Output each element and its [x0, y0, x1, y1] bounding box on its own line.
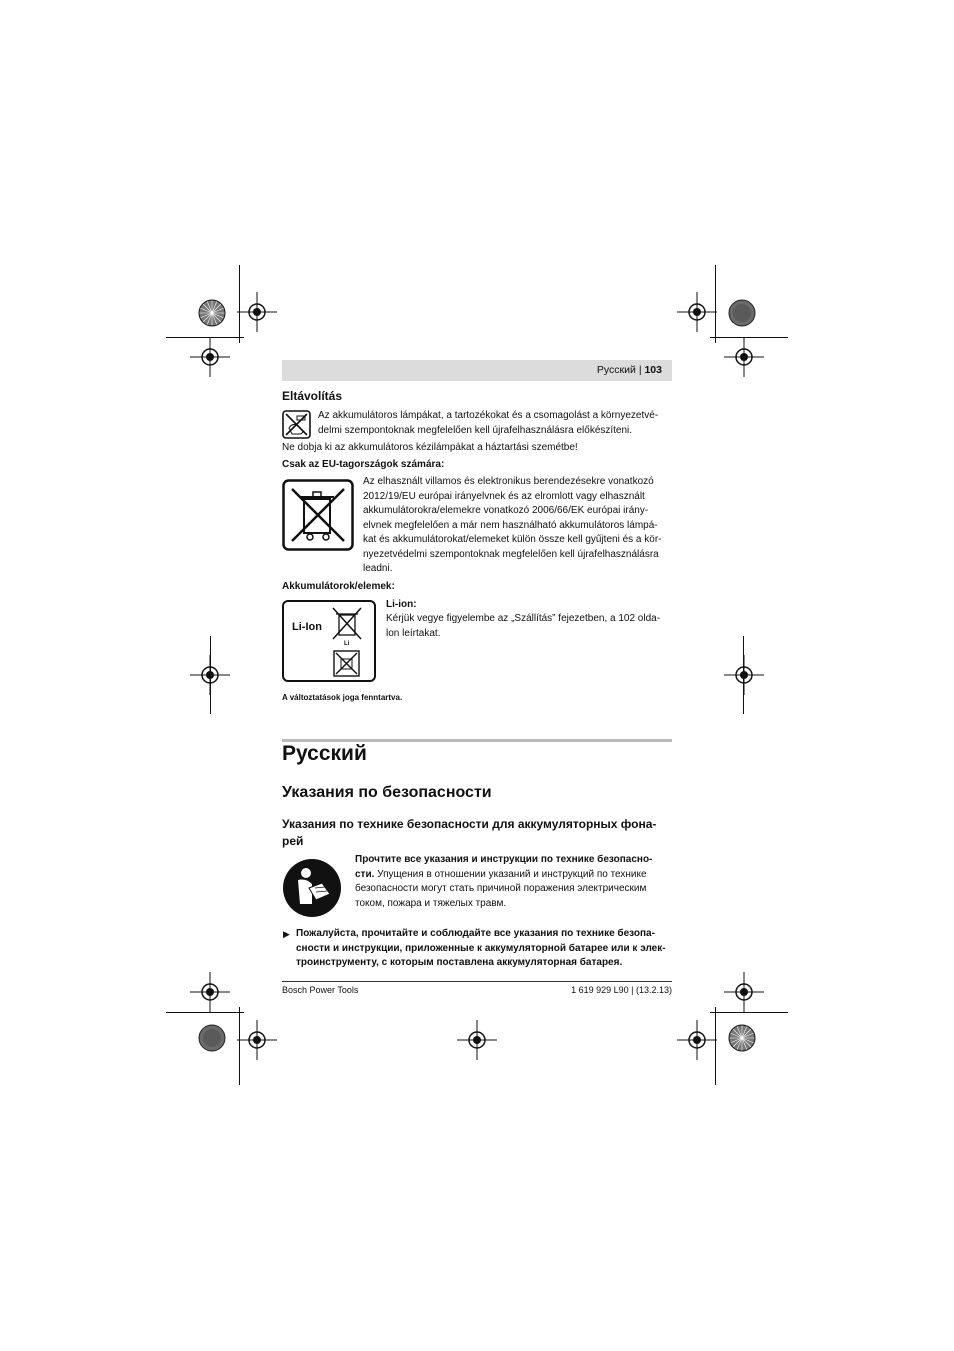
registration-mark-icon — [677, 292, 717, 332]
subsection-title-line: Указания по технике безопасности для аккумуляторных фона- — [282, 817, 657, 831]
eu-line: akkumulátorokra/elemekre vonatkozó 2006/66/EK európai irány- — [363, 505, 649, 516]
eu-heading: Csak az EU-tagországok számára: — [282, 459, 445, 470]
liion-heading: Li-ion: — [386, 599, 417, 610]
household-warning: Ne dobja ki az akkumulátoros kézilámpákat a háztartási szemétbe! — [282, 442, 578, 453]
eu-line: elvnek megfelelően a már nem használható akkumulátoros lámpá- — [363, 519, 658, 531]
bullet-line: сности и инструкции, приложенные к аккумуляторной батарее или к элек- — [296, 942, 666, 954]
read-line — [355, 868, 675, 883]
li-small-label: Li — [344, 641, 350, 647]
registration-mark-icon — [724, 337, 764, 377]
bullet-line: троинструменту, с которым поставлена аккумуляторная батарея. — [296, 957, 623, 968]
registration-mark-icon — [677, 1020, 717, 1060]
liion-symbol-box — [282, 600, 376, 682]
chapter-title: Русский — [282, 742, 367, 765]
read-rest: Упущения в отношении указаний и инструкций по технике — [374, 868, 647, 880]
footer-rule — [282, 981, 672, 982]
eu-line: leadni. — [363, 563, 393, 574]
eu-line: nyezetvédelmi szempontoknak megfelelően kell újrafelhasználásra — [363, 548, 659, 560]
read-line: током, пожара и тяжелых травм. — [355, 897, 507, 909]
recycle-battery-icon — [333, 650, 360, 677]
registration-mark-icon — [237, 1020, 277, 1060]
read-line: безопасности могут стать причиной поражения электрическим — [355, 883, 647, 894]
registration-mark-icon — [237, 292, 277, 332]
liion-text — [386, 612, 676, 641]
registration-mark-icon — [724, 972, 764, 1012]
subsection-title — [282, 816, 672, 850]
rights-reserved: A változtatások joga fenntartva. — [282, 693, 403, 702]
disposal-text-line: delmi szempontoknak megfelelően kell újrafelhasználásra előkészíteni. — [318, 424, 633, 436]
bullet-text — [296, 927, 676, 971]
gray-target-icon — [727, 298, 757, 328]
eu-directive-text — [363, 475, 675, 577]
read-instructions-text — [355, 853, 675, 911]
liion-label: Li-Ion — [292, 621, 322, 633]
registration-mark-icon — [190, 972, 230, 1012]
section-title: Указания по безопасности — [282, 784, 492, 801]
read-line: Прочтите все указания и инструкции по технике безопасно- — [355, 854, 653, 865]
registration-mark-icon — [190, 337, 230, 377]
crossed-bin-small-icon — [330, 605, 364, 643]
eu-line: Az elhasznált villamos és elektronikus berendezésekre vonatkozó — [363, 476, 654, 487]
bullet-line: Пожалуйста, прочитайте и соблюдайте все указания по технике безопа- — [296, 928, 655, 939]
disposal-heading: Eltávolítás — [282, 389, 343, 403]
crossed-bin-icon — [282, 479, 354, 551]
disposal-text-line: Az akkumulátoros lámpákat, a tartozékokat és a csomagolást a környezetvé- — [318, 410, 659, 421]
eu-line: kat és akkumulátorokat/elemeket külön össze kell gyűjteni és a kör- — [363, 534, 662, 545]
running-header — [282, 360, 672, 381]
star-target-icon — [197, 298, 227, 328]
disposal-text — [318, 409, 674, 438]
registration-mark-icon — [724, 655, 764, 695]
recycle-tools-icon — [282, 410, 311, 439]
read-manual-icon — [282, 858, 342, 918]
registration-mark-icon — [190, 655, 230, 695]
footer-brand: Bosch Power Tools — [282, 985, 359, 995]
star-target-icon — [727, 1023, 757, 1053]
liion-line: Kérjük vegye figyelembe az „Szállítás” fejezetben, a 102 olda- — [386, 613, 661, 624]
header-language: Русский — [596, 364, 636, 376]
read-bold: сти. — [355, 868, 375, 880]
gray-target-icon — [197, 1023, 227, 1053]
eu-line: 2012/19/EU európai irányelvnek és az elromlott vagy elhasznált — [363, 490, 645, 502]
footer-doc-number: 1 619 929 L90 | (13.2.13) — [571, 985, 672, 995]
header-text — [597, 364, 662, 376]
subsection-title-line: рей — [282, 834, 304, 848]
batteries-heading: Akkumulátorok/elemek: — [282, 581, 395, 592]
registration-mark-icon — [457, 1020, 497, 1060]
page-number: 103 — [644, 364, 662, 376]
bullet-marker: ▶ — [283, 929, 290, 939]
header-separator: | — [638, 364, 642, 376]
liion-line: lon leírtakat. — [386, 627, 441, 639]
